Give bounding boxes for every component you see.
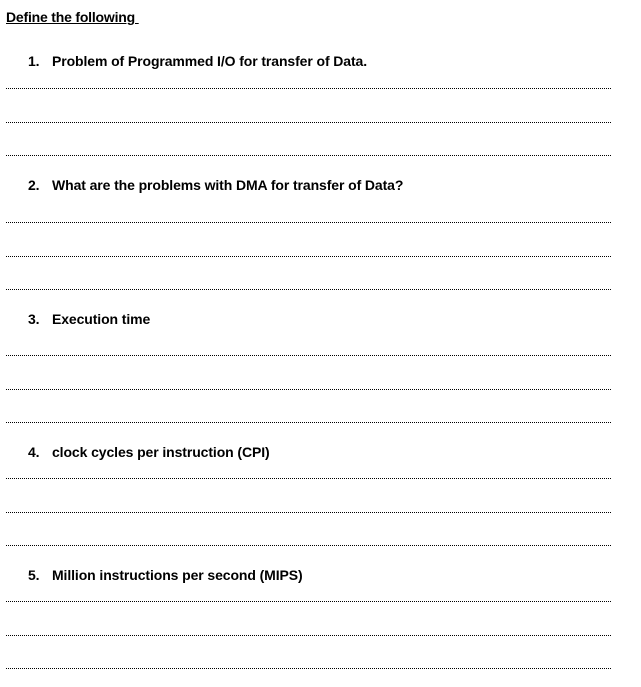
- answer-line[interactable]: [6, 122, 611, 123]
- question-text: What are the problems with DMA for transfer of Data?: [52, 177, 404, 193]
- question-3: [28, 311, 150, 327]
- answer-line[interactable]: [6, 389, 611, 390]
- question-number: 3.: [28, 311, 40, 327]
- answer-line[interactable]: [6, 601, 611, 602]
- worksheet-heading: Define the following: [6, 9, 139, 25]
- question-4: [28, 444, 270, 460]
- answer-line[interactable]: [6, 256, 611, 257]
- answer-line[interactable]: [6, 355, 611, 356]
- question-number: 4.: [28, 444, 40, 460]
- question-number: 2.: [28, 177, 40, 193]
- question-2: [28, 177, 403, 193]
- answer-line[interactable]: [6, 512, 611, 513]
- question-text: Execution time: [52, 311, 151, 327]
- question-5: [28, 567, 303, 583]
- question-number: 1.: [28, 53, 40, 69]
- answer-line[interactable]: [6, 222, 611, 223]
- answer-line[interactable]: [6, 422, 611, 423]
- question-text: Problem of Programmed I/O for transfer of Data.: [52, 53, 368, 69]
- question-number: 5.: [28, 567, 40, 583]
- answer-line[interactable]: [6, 155, 611, 156]
- answer-line[interactable]: [6, 545, 611, 546]
- question-1: [28, 53, 367, 69]
- answer-line[interactable]: [6, 289, 611, 290]
- answer-line[interactable]: [6, 88, 611, 89]
- answer-line[interactable]: [6, 478, 611, 479]
- question-text: clock cycles per instruction (CPI): [52, 444, 270, 460]
- answer-line[interactable]: [6, 635, 611, 636]
- answer-line[interactable]: [6, 668, 611, 669]
- question-text: Million instructions per second (MIPS): [52, 567, 303, 583]
